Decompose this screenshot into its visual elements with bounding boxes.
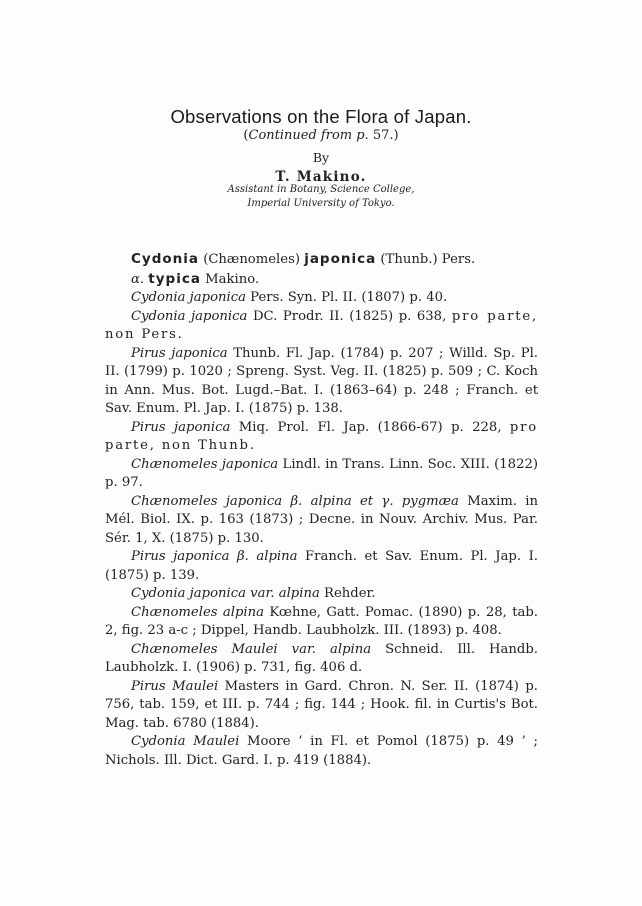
entry-4-c: pro parte, non Pers. [105,308,539,342]
continued-italic: Continued from p. [248,128,369,143]
continued-rest: 57.) [368,128,399,143]
entry-13 [105,678,538,734]
entry-11 [105,604,538,641]
continued-open: ( [243,128,249,143]
entry-2-a: α. [131,271,149,287]
entry-7-a: Chænomeles japonica [131,456,279,472]
entry-10-a: Cydonia japonica var. alpina [131,586,320,601]
entry-9-b: Franch. et Sav. Enum. Pl. Jap. I. (1875) p. 139. [105,549,539,583]
entry-13-a: Pirus Maulei [131,678,219,694]
entry-1 [105,250,538,270]
entry-6-c: pro parte, non Thunb. [105,419,539,453]
entry-6-a: Pirus japonica [131,419,231,435]
entry-10-b: Rehder. [319,586,376,601]
entry-7 [105,456,538,493]
body-text [105,250,538,770]
entry-3-b: Pers. Syn. Pl. II. (1807) p. 40. [245,290,448,305]
entry-1-d: (Thunb.) Pers. [376,252,476,267]
entry-11-a: Chænomeles alpina [131,604,265,620]
entry-14-b: Moore ‘ in Fl. et Pomol (1875) p. 49 ’ ; Nichols. Ill. Dict. Gard. I. p. 419 (1884). [105,734,538,768]
entry-5 [105,345,538,419]
article-title: Observations on the Flora of Japan. [170,106,472,127]
entry-1-b: (Chænomeles) [199,252,305,267]
author-name: T. Makino. [275,169,367,185]
entry-10 [105,585,538,604]
entry-8 [105,493,538,549]
entry-2 [105,270,538,290]
entry-12-a: Chænomeles Maulei var. alpina [131,641,372,657]
entry-12 [105,641,538,678]
entry-3 [105,289,538,308]
genus-name: Cydonia [131,251,199,267]
entry-9 [105,548,538,585]
entry-8-a: Chænomeles japonica β. alpina et γ. pygmæa [131,493,459,509]
entry-4 [105,308,538,345]
entry-12-b: Schneid. Ill. Handb. Laubholzk. I. (1906) p. 731, fig. 406 d. [105,641,538,675]
entry-14-a: Cydonia Maulei [131,734,240,749]
entry-9-a: Pirus japonica β. alpina [131,549,298,564]
continued-note [0,128,642,143]
byline: By [312,150,330,165]
entry-13-b: Masters in Gard. Chron. N. Ser. II. (1874) p. 756, tab. 159, et III. p. 744 ; fig. 144 ; Hook. fil. in Curtis's Bot. Mag. tab. 6780 (1884). [105,678,538,731]
entry-2-c: Makino. [200,271,260,287]
species-name: japonica [304,251,377,267]
entry-4-a: Cydonia japonica [131,308,248,324]
entry-4-b: DC. Prodr. II. (1825) p. 638, [247,308,452,324]
entry-14 [105,733,538,770]
entry-8-b: Maxim. in Mél. Biol. IX. p. 163 (1873) ; Decne. in Nouv. Archiv. Mus. Par. Sér. 1, X. (1875) p. 130. [105,493,539,546]
entry-11-b: Kœhne, Gatt. Pomac. (1890) p. 28, tab. 2, fig. 23 a-c ; Dippel, Handb. Laubholzk. III. (1893) p. 408. [105,604,538,638]
entry-5-b: Thunb. Fl. Jap. (1784) p. 207 ; Willd. Sp. Pl. II. (1799) p. 1020 ; Spreng. Syst. Veg. II. (1825) p. 509 ; C. Koch in Ann. Mus. Bot. Lugd.–Bat. I. (1863–64) p. 248 ; Franch. et Sav. Enum. Pl. Jap. I. (1875) p. 138. [105,345,538,416]
entry-6-b: Miq. Prol. Fl. Jap. (1866-67) p. 228, [230,419,510,435]
entry-7-b: Lindl. in Trans. Linn. Soc. XIII. (1822) p. 97. [105,456,538,490]
entry-3-a: Cydonia japonica [131,290,246,305]
entry-2-b: typica [148,270,201,287]
entry-5-a: Pirus japonica [131,345,228,361]
affiliation-line-1: Assistant in Botany, Science College, [227,184,415,195]
affiliation-line-2: Imperial University of Tokyo. [247,198,395,209]
entry-6 [105,419,538,456]
